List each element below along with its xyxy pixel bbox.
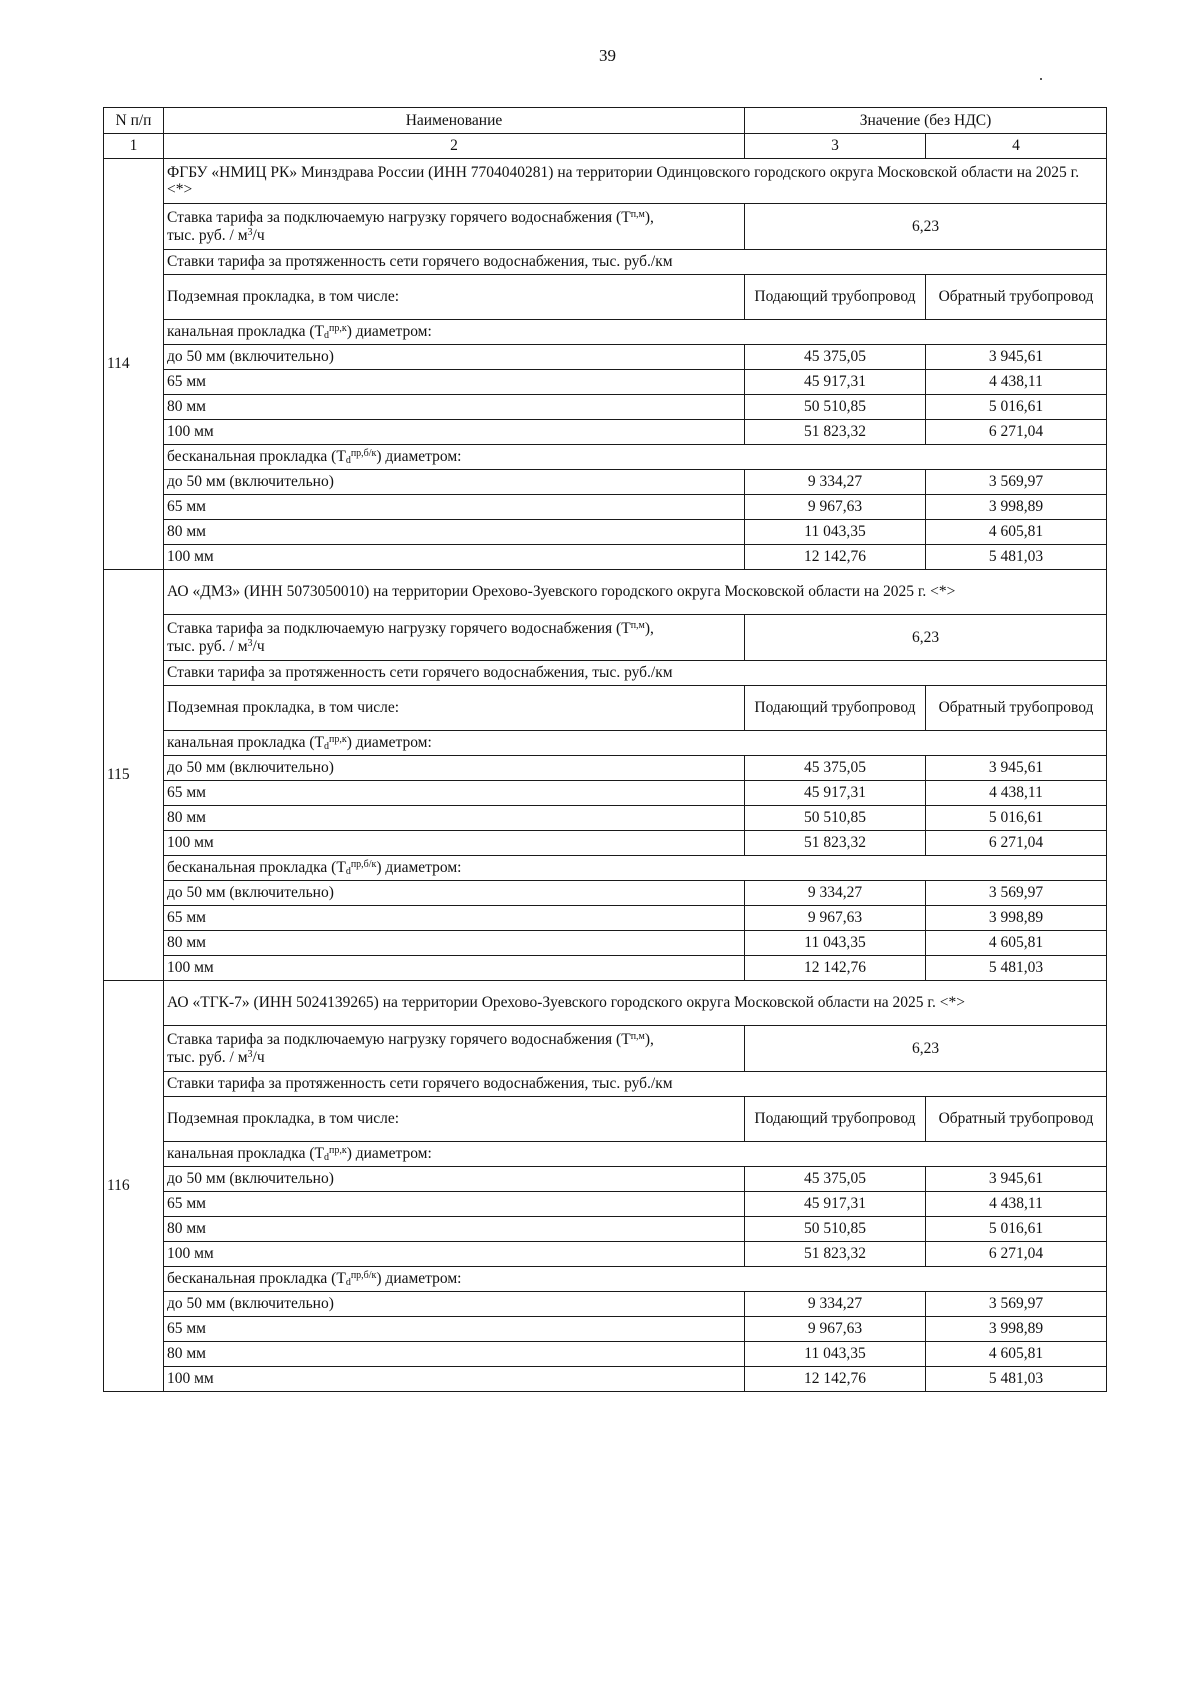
supply-value: 51 823,32	[745, 420, 926, 445]
supply-value: 12 142,76	[745, 1367, 926, 1392]
return-value: 3 569,97	[926, 881, 1107, 906]
table-row	[104, 881, 1107, 906]
diameter-label: 65 мм	[164, 370, 745, 395]
text-part: ) диаметром:	[346, 1145, 432, 1163]
superscript: пр,к	[328, 323, 347, 335]
return-value: 3 569,97	[926, 1292, 1107, 1317]
organization-title: ФГБУ «НМИЦ РК» Минздрава России (ИНН 7704040281) на территории Одинцовского городского округа Московской области на 2025 г. <*>	[164, 159, 1107, 204]
return-pipe-header: Обратный трубопровод	[926, 686, 1107, 731]
channel-heading-row	[104, 1142, 1107, 1167]
superscript: пр,к	[328, 734, 347, 746]
text-part: ),	[644, 620, 654, 638]
channel-heading-row	[104, 320, 1107, 345]
connection-rate-row	[104, 1026, 1107, 1072]
return-value: 3 945,61	[926, 345, 1107, 370]
table-row	[104, 1242, 1107, 1267]
organization-title: АО «ДМЗ» (ИНН 5073050010) на территории Орехово-Зуевского городского округа Московской области на 2025 г. <*>	[164, 570, 1107, 615]
channelless-heading	[164, 856, 1107, 881]
text-part: канальная прокладка (T	[167, 323, 324, 341]
underground-row	[104, 275, 1107, 320]
supply-value: 45 375,05	[745, 756, 926, 781]
connection-rate-label	[164, 204, 745, 250]
subscript: d	[345, 1277, 351, 1289]
return-value: 4 438,11	[926, 1192, 1107, 1217]
text-part: ),	[644, 209, 654, 227]
return-value: 4 605,81	[926, 1342, 1107, 1367]
table-row	[104, 520, 1107, 545]
return-value: 3 998,89	[926, 495, 1107, 520]
supply-value: 9 967,63	[745, 906, 926, 931]
table-row	[104, 1342, 1107, 1367]
return-value: 5 016,61	[926, 1217, 1107, 1242]
superscript: пр,к	[328, 1145, 347, 1157]
return-value: 4 438,11	[926, 781, 1107, 806]
channel-heading-row	[104, 731, 1107, 756]
diameter-label: до 50 мм (включительно)	[164, 881, 745, 906]
return-value: 5 481,03	[926, 1367, 1107, 1392]
diameter-label: 100 мм	[164, 1367, 745, 1392]
entry-number: 115	[104, 570, 164, 981]
supply-value: 11 043,35	[745, 931, 926, 956]
length-rate-heading: Ставки тарифа за протяженность сети горячего водоснабжения, тыс. руб./км	[164, 661, 1107, 686]
text-part: тыс. руб. / м	[167, 1048, 248, 1066]
text-part: Ставка тарифа за подключаемую нагрузку горячего водоснабжения (T	[167, 620, 631, 638]
table-row	[104, 545, 1107, 570]
return-value: 3 945,61	[926, 1167, 1107, 1192]
supply-value: 12 142,76	[745, 545, 926, 570]
diameter-label: 80 мм	[164, 395, 745, 420]
supply-value: 45 375,05	[745, 1167, 926, 1192]
return-value: 4 438,11	[926, 370, 1107, 395]
table-row	[104, 345, 1107, 370]
return-value: 6 271,04	[926, 1242, 1107, 1267]
diameter-label: 80 мм	[164, 1342, 745, 1367]
table-row	[104, 831, 1107, 856]
return-pipe-header: Обратный трубопровод	[926, 275, 1107, 320]
diameter-label: 80 мм	[164, 806, 745, 831]
superscript: пр,б/к	[350, 448, 377, 460]
superscript: 3	[247, 226, 253, 238]
underground-label: Подземная прокладка, в том числе:	[164, 275, 745, 320]
return-value: 3 945,61	[926, 756, 1107, 781]
entry-title-row	[104, 159, 1107, 204]
length-rate-heading: Ставки тарифа за протяженность сети горячего водоснабжения, тыс. руб./км	[164, 1072, 1107, 1097]
text-part: канальная прокладка (T	[167, 1145, 324, 1163]
return-value: 6 271,04	[926, 831, 1107, 856]
diameter-label: до 50 мм (включительно)	[164, 470, 745, 495]
table-row	[104, 956, 1107, 981]
entry-title-row	[104, 570, 1107, 615]
supply-pipe-header: Подающий трубопровод	[745, 686, 926, 731]
return-value: 4 605,81	[926, 931, 1107, 956]
subscript: d	[323, 1152, 329, 1164]
table-row	[104, 1367, 1107, 1392]
return-value: 5 016,61	[926, 806, 1107, 831]
supply-value: 9 967,63	[745, 1317, 926, 1342]
text-part: бесканальная прокладка (T	[167, 448, 346, 466]
underground-label: Подземная прокладка, в том числе:	[164, 686, 745, 731]
channel-heading	[164, 731, 1107, 756]
return-value: 5 481,03	[926, 956, 1107, 981]
table-row	[104, 395, 1107, 420]
text-part: ) диаметром:	[376, 859, 462, 877]
supply-value: 51 823,32	[745, 1242, 926, 1267]
header-value: Значение (без НДС)	[745, 108, 1107, 134]
supply-value: 45 917,31	[745, 1192, 926, 1217]
channel-heading	[164, 320, 1107, 345]
index-row	[104, 134, 1107, 159]
connection-rate-value: 6,23	[745, 615, 1107, 661]
supply-pipe-header: Подающий трубопровод	[745, 275, 926, 320]
connection-rate-row	[104, 204, 1107, 250]
supply-value: 50 510,85	[745, 1217, 926, 1242]
length-rate-heading-row	[104, 1072, 1107, 1097]
supply-value: 9 334,27	[745, 470, 926, 495]
length-rate-heading-row	[104, 250, 1107, 275]
superscript: 3	[247, 1048, 253, 1060]
header-row	[104, 108, 1107, 134]
subscript: d	[345, 455, 351, 467]
supply-value: 9 334,27	[745, 881, 926, 906]
table-row	[104, 781, 1107, 806]
diameter-label: 65 мм	[164, 781, 745, 806]
supply-pipe-header: Подающий трубопровод	[745, 1097, 926, 1142]
supply-value: 51 823,32	[745, 831, 926, 856]
text-part: ),	[644, 1031, 654, 1049]
entry-number: 116	[104, 981, 164, 1392]
superscript: пр,б/к	[350, 1270, 377, 1282]
supply-value: 50 510,85	[745, 395, 926, 420]
table-row	[104, 1217, 1107, 1242]
table-row	[104, 470, 1107, 495]
diameter-label: 80 мм	[164, 931, 745, 956]
superscript: п,м	[630, 209, 645, 221]
text-part: канальная прокладка (T	[167, 734, 324, 752]
index-cell: 1	[104, 134, 164, 159]
table-row	[104, 906, 1107, 931]
underground-row	[104, 686, 1107, 731]
return-value: 5 481,03	[926, 545, 1107, 570]
subscript: d	[323, 741, 329, 753]
header-num: N п/п	[104, 108, 164, 134]
table-row	[104, 1192, 1107, 1217]
return-value: 6 271,04	[926, 420, 1107, 445]
connection-rate-row	[104, 615, 1107, 661]
tariff-table	[103, 107, 1107, 1392]
index-cell: 2	[164, 134, 745, 159]
text-part: тыс. руб. / м	[167, 226, 248, 244]
diameter-label: 100 мм	[164, 1242, 745, 1267]
table-row	[104, 1317, 1107, 1342]
supply-value: 9 967,63	[745, 495, 926, 520]
diameter-label: 100 мм	[164, 420, 745, 445]
entry-number: 114	[104, 159, 164, 570]
supply-value: 11 043,35	[745, 520, 926, 545]
header-name: Наименование	[164, 108, 745, 134]
supply-value: 45 917,31	[745, 370, 926, 395]
organization-title: АО «ТГК-7» (ИНН 5024139265) на территории Орехово-Зуевского городского округа Московской области на 2025 г. <*>	[164, 981, 1107, 1026]
text-part: Ставка тарифа за подключаемую нагрузку горячего водоснабжения (T	[167, 1031, 631, 1049]
diameter-label: 100 мм	[164, 545, 745, 570]
text-part: /ч	[252, 226, 265, 244]
length-rate-heading-row	[104, 661, 1107, 686]
diameter-label: 65 мм	[164, 906, 745, 931]
supply-value: 9 334,27	[745, 1292, 926, 1317]
superscript: 3	[247, 637, 253, 649]
channelless-heading	[164, 445, 1107, 470]
connection-rate-value: 6,23	[745, 204, 1107, 250]
subscript: d	[345, 866, 351, 878]
connection-rate-label	[164, 615, 745, 661]
diameter-label: 65 мм	[164, 495, 745, 520]
table-row	[104, 931, 1107, 956]
index-cell: 4	[926, 134, 1107, 159]
supply-value: 50 510,85	[745, 806, 926, 831]
return-value: 5 016,61	[926, 395, 1107, 420]
subscript: d	[323, 330, 329, 342]
diameter-label: до 50 мм (включительно)	[164, 1167, 745, 1192]
channelless-heading-row	[104, 1267, 1107, 1292]
text-part: ) диаметром:	[346, 734, 432, 752]
diameter-label: до 50 мм (включительно)	[164, 1292, 745, 1317]
table-row	[104, 756, 1107, 781]
return-value: 3 998,89	[926, 906, 1107, 931]
superscript: п,м	[630, 1031, 645, 1043]
supply-value: 45 375,05	[745, 345, 926, 370]
table-row	[104, 420, 1107, 445]
superscript: пр,б/к	[350, 859, 377, 871]
table-row	[104, 370, 1107, 395]
superscript: п,м	[630, 620, 645, 632]
diameter-label: 100 мм	[164, 956, 745, 981]
diameter-label: 80 мм	[164, 1217, 745, 1242]
table-row	[104, 806, 1107, 831]
diameter-label: 100 мм	[164, 831, 745, 856]
supply-value: 45 917,31	[745, 781, 926, 806]
diameter-label: до 50 мм (включительно)	[164, 756, 745, 781]
diameter-label: до 50 мм (включительно)	[164, 345, 745, 370]
text-part: бесканальная прокладка (T	[167, 859, 346, 877]
connection-rate-value: 6,23	[745, 1026, 1107, 1072]
return-pipe-header: Обратный трубопровод	[926, 1097, 1107, 1142]
entry-title-row	[104, 981, 1107, 1026]
text-part: тыс. руб. / м	[167, 637, 248, 655]
text-part: Ставка тарифа за подключаемую нагрузку горячего водоснабжения (T	[167, 209, 631, 227]
text-part: ) диаметром:	[376, 448, 462, 466]
return-value: 4 605,81	[926, 520, 1107, 545]
page-number: 39	[599, 46, 616, 65]
text-part: /ч	[252, 1048, 265, 1066]
supply-value: 11 043,35	[745, 1342, 926, 1367]
table-row	[104, 495, 1107, 520]
return-value: 3 998,89	[926, 1317, 1107, 1342]
channelless-heading-row	[104, 856, 1107, 881]
text-part: ) диаметром:	[346, 323, 432, 341]
return-value: 3 569,97	[926, 470, 1107, 495]
channel-heading	[164, 1142, 1107, 1167]
table-row	[104, 1167, 1107, 1192]
table-row	[104, 1292, 1107, 1317]
underground-label: Подземная прокладка, в том числе:	[164, 1097, 745, 1142]
diameter-label: 65 мм	[164, 1192, 745, 1217]
supply-value: 12 142,76	[745, 956, 926, 981]
diameter-label: 80 мм	[164, 520, 745, 545]
text-part: ) диаметром:	[376, 1270, 462, 1288]
underground-row	[104, 1097, 1107, 1142]
text-part: /ч	[252, 637, 265, 655]
index-cell: 3	[745, 134, 926, 159]
channelless-heading-row	[104, 445, 1107, 470]
scan-speck	[1040, 78, 1042, 80]
channelless-heading	[164, 1267, 1107, 1292]
diameter-label: 65 мм	[164, 1317, 745, 1342]
connection-rate-label	[164, 1026, 745, 1072]
length-rate-heading: Ставки тарифа за протяженность сети горячего водоснабжения, тыс. руб./км	[164, 250, 1107, 275]
text-part: бесканальная прокладка (T	[167, 1270, 346, 1288]
